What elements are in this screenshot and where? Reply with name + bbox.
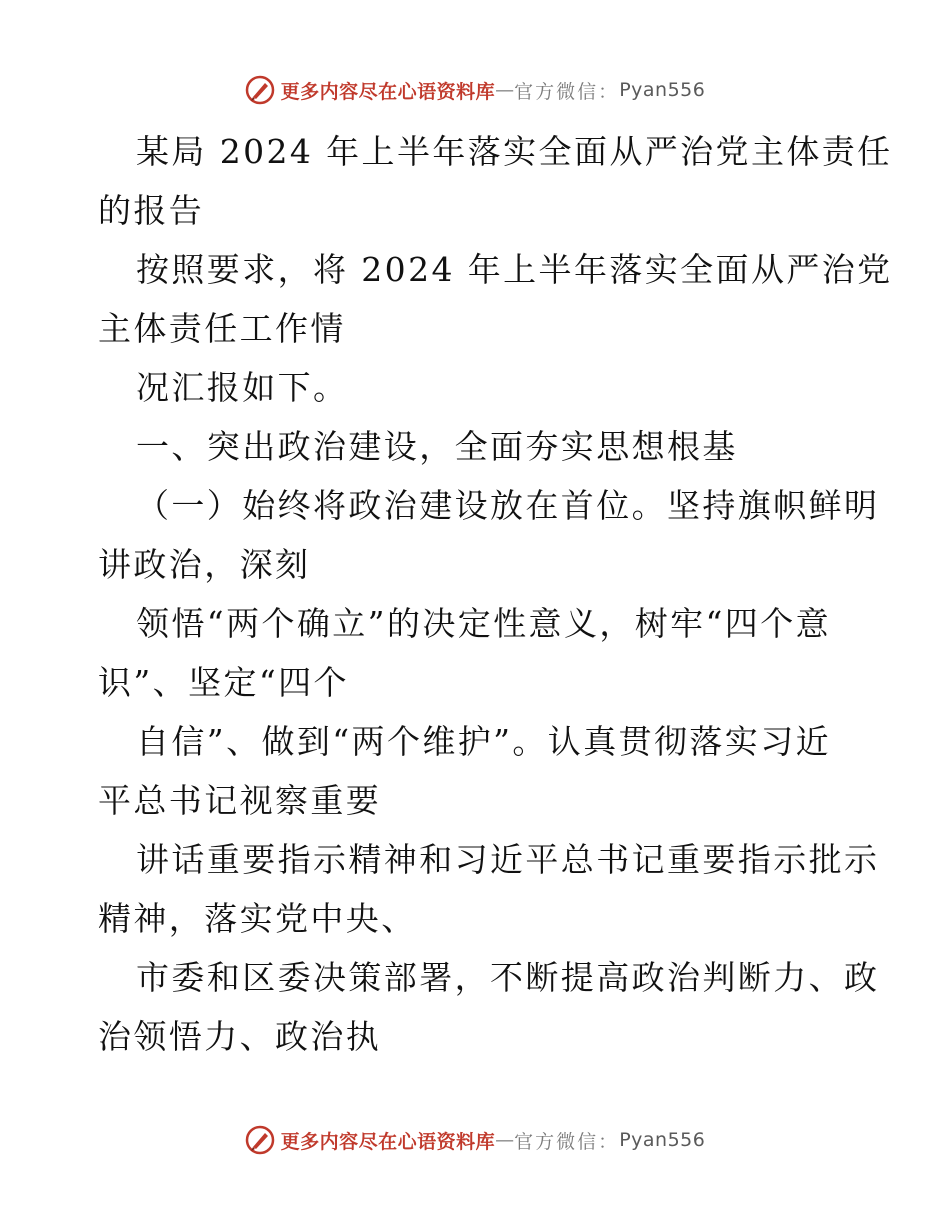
title-line-1: 某局 2024 年上半年落实全面从严治党主体责任 xyxy=(136,132,893,171)
watermark-wechat-label: 官方微信： xyxy=(514,80,620,103)
paragraph-line: 领悟“两个确立”的决定性意义，树牢“四个意 xyxy=(136,604,832,643)
pen-logo-icon xyxy=(245,1125,275,1155)
paragraph-line: 主体责任工作情 xyxy=(98,309,346,348)
watermark-title: 更多内容尽在心语资料库 xyxy=(280,1130,496,1153)
section-heading: 一、突出政治建设，全面夯实思想根基 xyxy=(136,427,738,466)
paragraph-line: 识”、坚定“四个 xyxy=(98,663,349,702)
paragraph-line: 精神，落实党中央、 xyxy=(98,899,417,938)
pen-logo-icon xyxy=(245,75,275,105)
document-body xyxy=(98,122,893,1066)
header-watermark xyxy=(0,70,950,110)
paragraph-line: 讲政治，深刻 xyxy=(98,545,311,584)
paragraph-line: 自信”、做到“两个维护”。认真贯彻落实习近 xyxy=(136,722,832,761)
watermark-wechat-label: 官方微信： xyxy=(514,1130,620,1153)
paragraph-line: 况汇报如下。 xyxy=(136,368,349,407)
watermark-dash: — xyxy=(495,1129,515,1151)
watermark-wechat-id: Pyan556 xyxy=(619,1129,706,1151)
paragraph-line: 治领悟力、政治执 xyxy=(98,1017,382,1056)
footer-watermark xyxy=(0,1120,950,1160)
paragraph-line: 讲话重要指示精神和习近平总书记重要指示批示 xyxy=(136,840,880,879)
watermark-title: 更多内容尽在心语资料库 xyxy=(280,80,496,103)
watermark-wechat-id: Pyan556 xyxy=(619,79,706,101)
paragraph-line: （一）始终将政治建设放在首位。坚持旗帜鲜明 xyxy=(136,486,880,525)
paragraph-line: 平总书记视察重要 xyxy=(98,781,382,820)
paragraph-line: 市委和区委决策部署，不断提高政治判断力、政 xyxy=(136,958,880,997)
title-line-2: 的报告 xyxy=(98,191,205,230)
watermark-dash: — xyxy=(495,79,515,101)
paragraph-line: 按照要求，将 2024 年上半年落实全面从严治党 xyxy=(136,250,893,289)
